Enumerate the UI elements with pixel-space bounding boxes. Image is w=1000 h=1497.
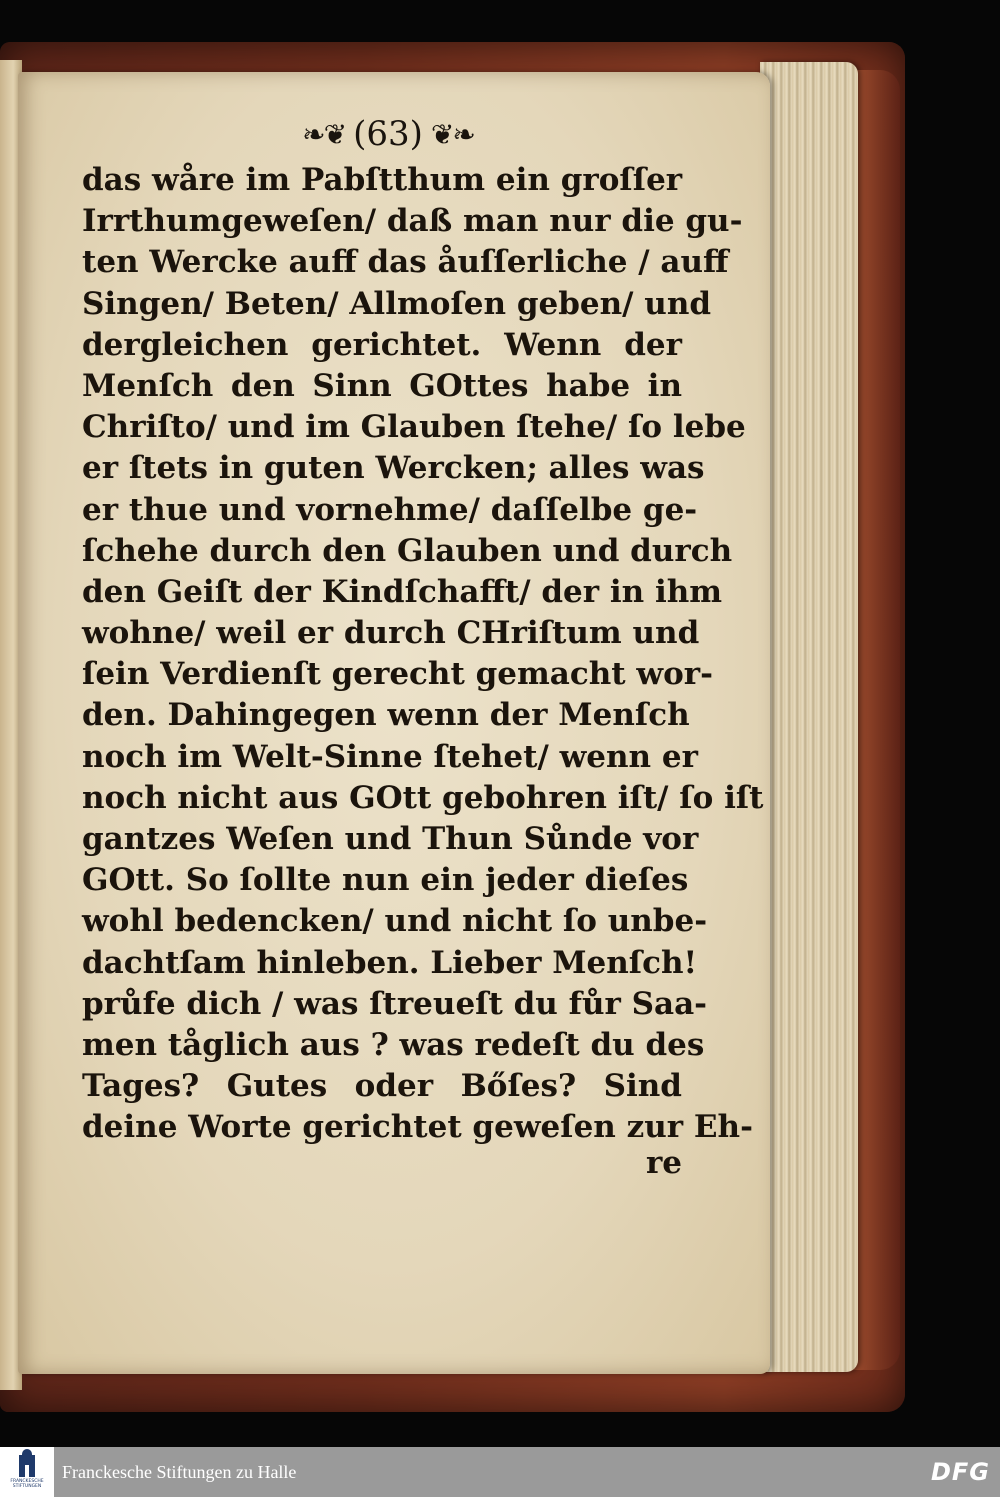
catchword: re <box>645 1145 682 1181</box>
footer-bar <box>0 1447 1000 1497</box>
text-line: Chriſto/ und im Glauben ſtehe/ ſo lebe <box>82 409 746 446</box>
text-line: Tages? Gutes oder Bőſes? Sind <box>82 1068 682 1105</box>
page-text <box>82 160 764 1149</box>
text-line: wohne/ weil er durch CHriſtum und <box>82 615 700 652</box>
text-line: Singen/ Beten/ Allmoſen geben/ und <box>82 285 712 322</box>
text-line: noch im Welt-Sinne ſtehet/ wenn er <box>82 738 698 775</box>
text-line: GOtt. So ſollte nun ein jeder dieſes <box>82 862 689 899</box>
text-line: wohl bedencken/ und nicht ſo unbe- <box>82 903 708 940</box>
text-line: er thue und vornehme/ daſſelbe ge- <box>82 491 698 528</box>
ornament-left-icon: ❧❦ <box>302 117 346 151</box>
page-stack <box>760 62 858 1372</box>
text-line: men tåglich aus ? was redeſt du des <box>82 1026 705 1063</box>
book-page <box>18 72 770 1374</box>
text-line: Irrthumgeweſen/ daß man nur die gu- <box>82 203 743 240</box>
text-line: er ſtets in guten Wercken; alles was <box>82 450 705 487</box>
page-header <box>268 112 508 156</box>
text-line: den Geiſt der Kindſchafft/ der in ihm <box>82 573 723 610</box>
text-line: deine Worte gerichtet geweſen zur Eh- <box>82 1109 753 1146</box>
institution-name[interactable]: Franckesche Stiftungen zu Halle <box>62 1461 297 1482</box>
logo-text-line-1: FRANCKESCHE <box>10 1479 44 1484</box>
page-number: (63) <box>353 114 423 154</box>
logo-text <box>10 1479 43 1489</box>
institution-logo[interactable] <box>0 1447 54 1497</box>
text-line: ſchehe durch den Glauben und durch <box>82 532 733 569</box>
text-line: průfe dich / was ſtreueſt du fůr Saa- <box>82 985 708 1022</box>
text-line: dachtſam hinleben. Lieber Menſch! <box>82 944 698 981</box>
text-line: ten Wercke auff das åuſſerliche / auff <box>82 244 729 281</box>
text-line: Menſch den Sinn GOttes habe in <box>82 367 682 404</box>
ornament-right-icon: ❦❧ <box>430 117 474 151</box>
text-line: ſein Verdienſt gerecht gemacht wor- <box>82 656 713 693</box>
text-line: den. Dahingegen wenn der Menſch <box>82 697 690 734</box>
dfg-logo[interactable]: DFG <box>930 1458 990 1486</box>
building-icon <box>19 1455 35 1477</box>
text-line: gantzes Weſen und Thun Sůnde vor <box>82 821 699 857</box>
logo-text-line-2: STIFTUNGEN <box>12 1484 42 1489</box>
text-line: dergleichen gerichtet. Wenn der <box>82 326 682 363</box>
text-line: das wåre im Pabſtthum ein groſſer <box>82 162 683 198</box>
text-line: noch nicht aus GOtt gebohren iſt/ ſo iſt <box>82 779 764 816</box>
